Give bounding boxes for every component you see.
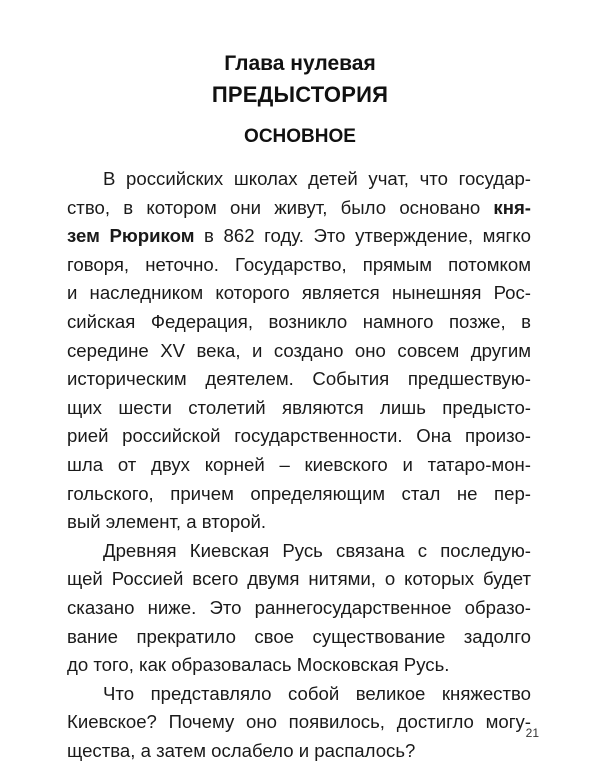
text-line: В российских школах детей учат, что государ- <box>103 168 531 189</box>
text-line: вание прекратило свое существование задолго <box>67 625 531 647</box>
text-line: ство, в котором они живут, было основано кня- <box>67 196 531 218</box>
text-line: историческим деятелем. События предшествую- <box>67 368 531 390</box>
text-line: сийская Федерация, возникло намного позже, в <box>67 310 531 332</box>
text-line: щей Россией всего двумя нитями, о которых будет <box>67 568 531 590</box>
text-line: до того, как образовалась Московская Русь. <box>67 654 450 676</box>
text-line: Киевское? Почему оно появилось, достигло могу- <box>67 711 531 733</box>
page-number: 21 <box>525 726 539 740</box>
text-line: щества, а затем ослабело и распалось? <box>67 739 416 761</box>
text-line: Древняя Киевская Русь связана с последую- <box>103 539 531 561</box>
text-line: середине XV века, и создано оно совсем другим <box>67 339 531 361</box>
bold-text: зем Рюриком <box>67 225 195 247</box>
bold-text: кня- <box>493 196 531 218</box>
section-title: ОСНОВНОЕ <box>244 126 356 147</box>
text-line: говоря, неточно. Государство, прямым потомком <box>67 253 531 275</box>
chapter-title: ПРЕДЫСТОРИЯ <box>211 82 389 107</box>
text-line: рией российской государственности. Она произо- <box>67 425 531 447</box>
text-line: сказано ниже. Это раннегосударственное образо- <box>67 596 531 618</box>
text-line: шла от двух корней – киевского и татаро-мон- <box>67 453 531 475</box>
text-line: гольского, причем определяющим стал не пер- <box>67 482 531 504</box>
text-line: зем Рюриком в 862 году. Это утверждение, мягко <box>67 225 532 247</box>
text-line: и наследником которого является нынешняя Рос- <box>67 282 531 304</box>
text-line: щих шести столетий являются лишь предысто- <box>67 396 531 418</box>
chapter-label: Глава нулевая <box>224 52 376 75</box>
text-line: вый элемент, а второй. <box>67 511 267 533</box>
text-line: Что представляло собой великое княжество <box>103 682 531 704</box>
body-text <box>67 165 531 765</box>
